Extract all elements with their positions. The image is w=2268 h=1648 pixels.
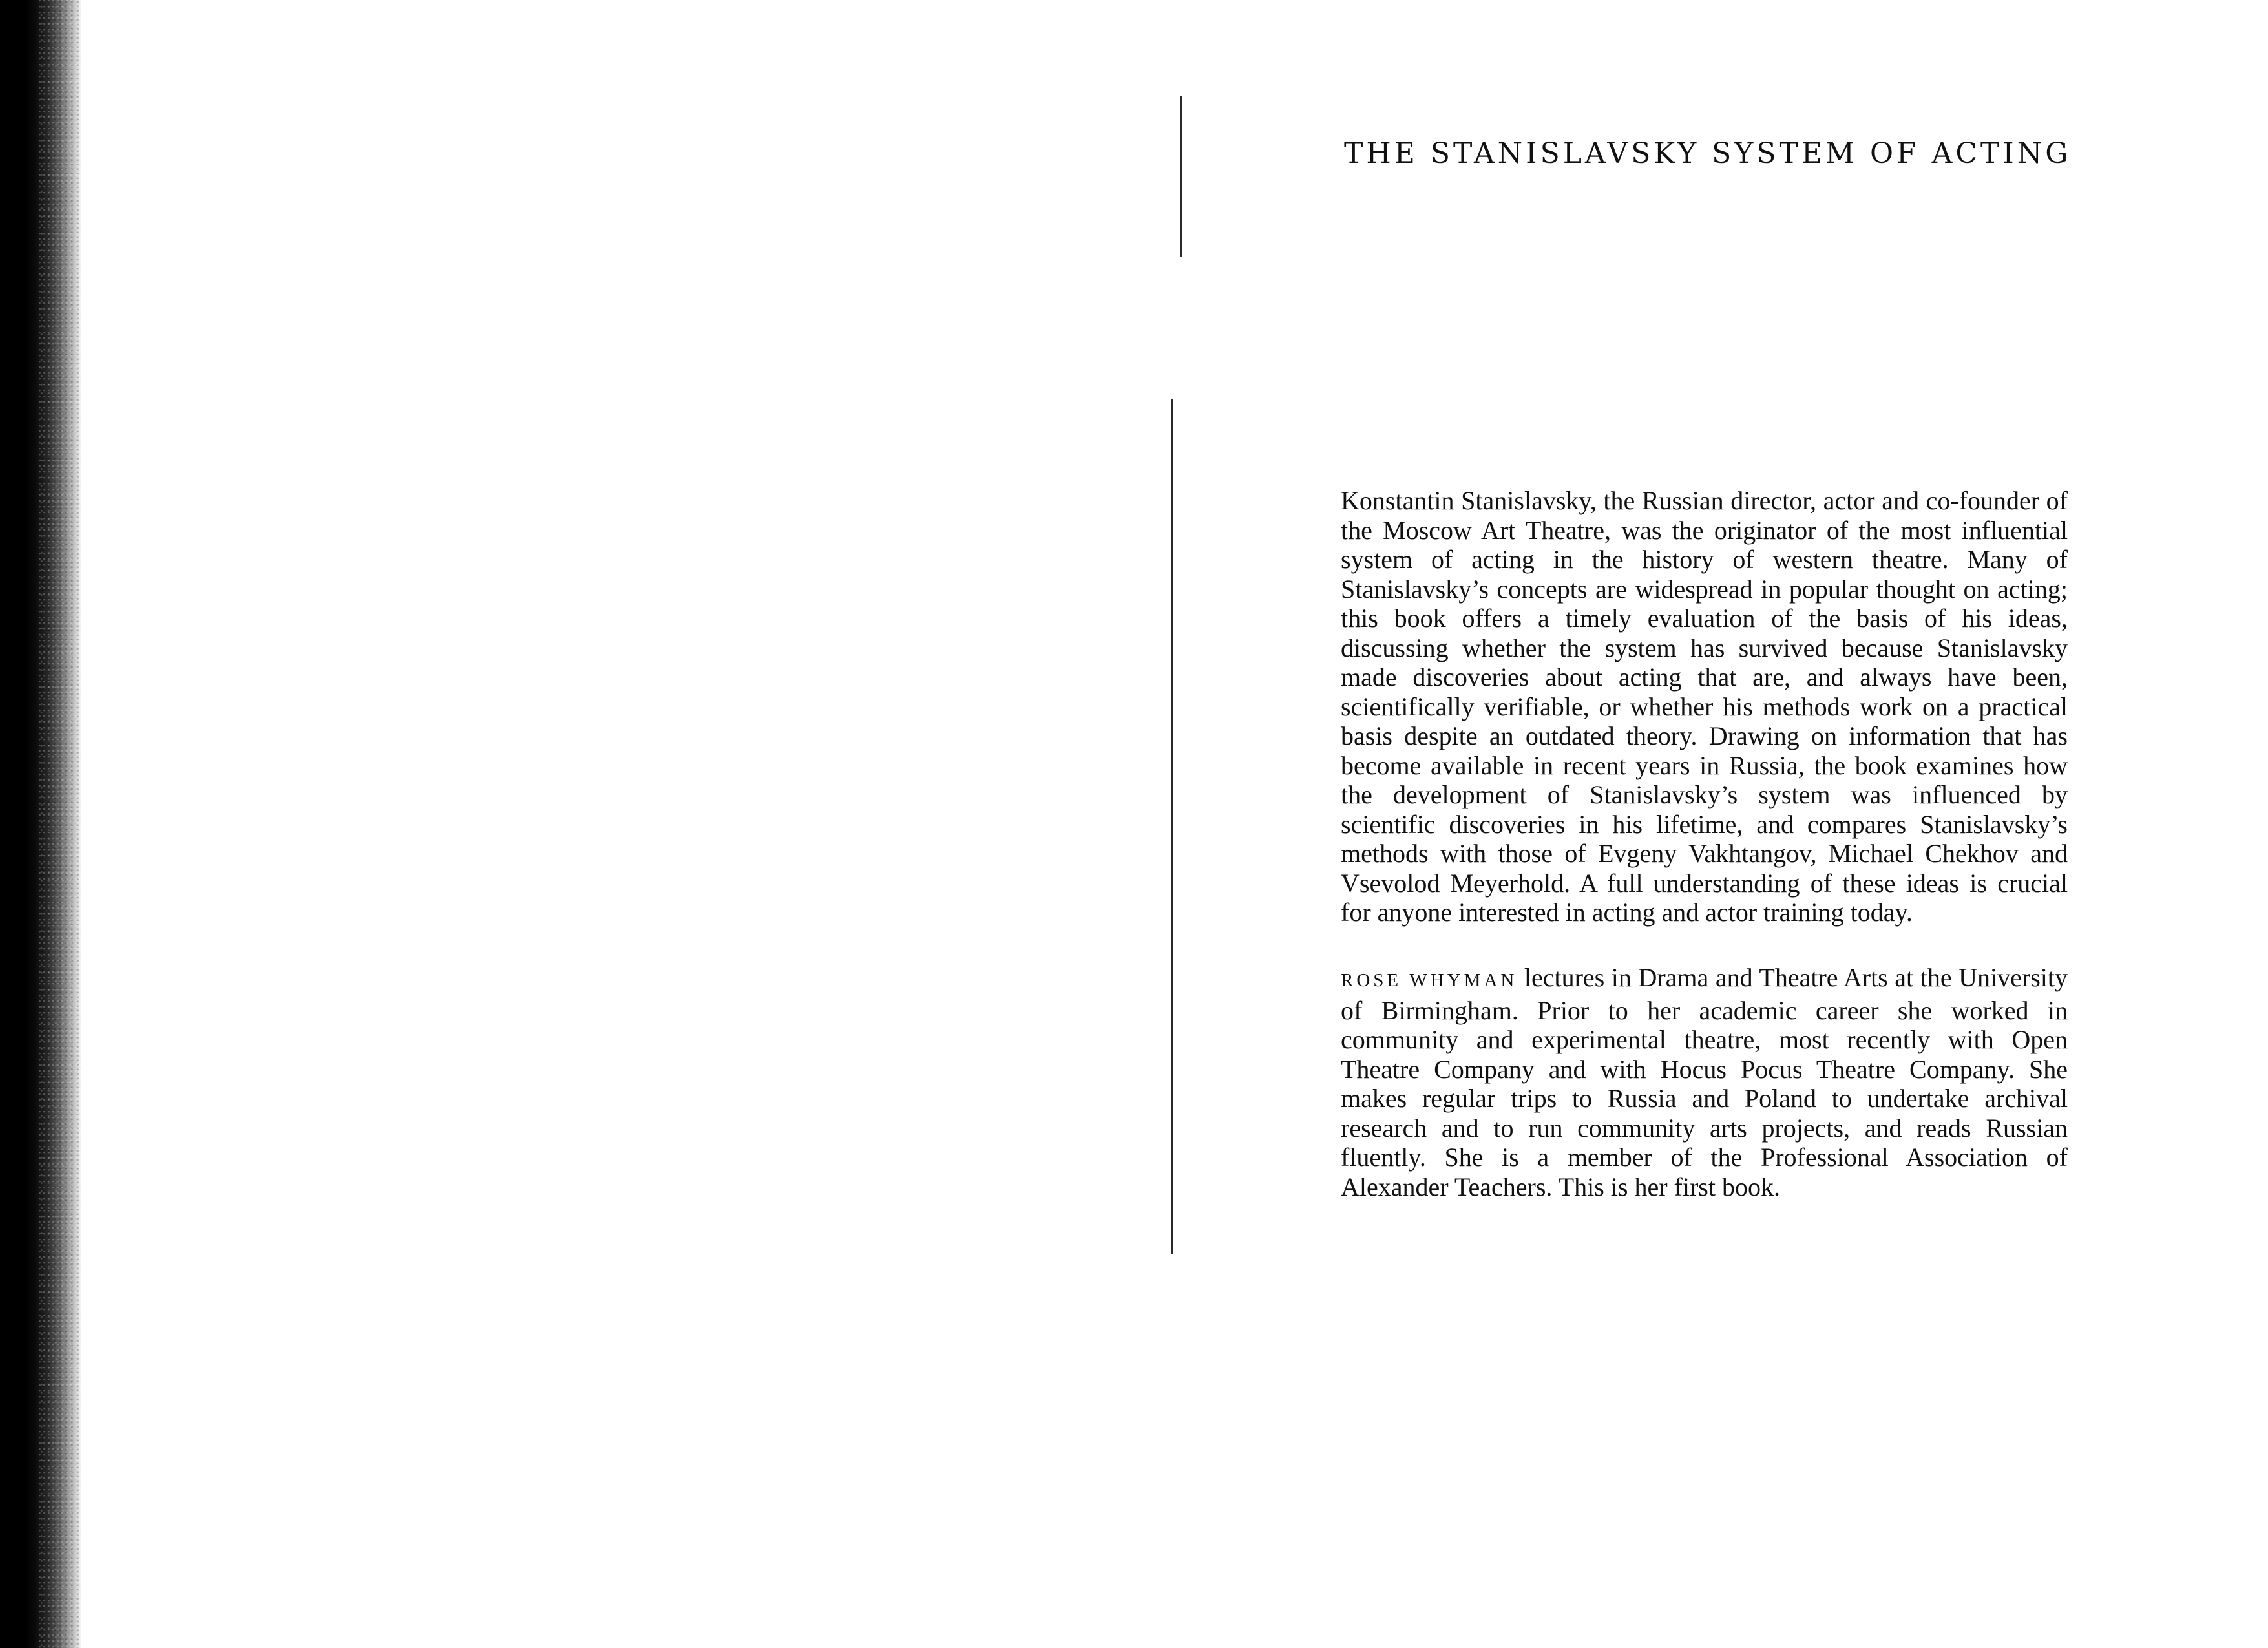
book-description: Konstantin Stanislavsky, the Russian director, actor and co-founder of the Moscow Art Theatre, was the originator of the most influential system of acting in the history of western theatre. Many of Stanislavsky’s concepts are widespread in popular thought on acting; this book offers a timely evaluation of the basis of his ideas, discussing whether the system has survived because Stanislavsky made discoveries about acting that are, and always have been, scientifically verifiable, or whether his methods work on a practical basis despite an outdated theory. Drawing on information that has become available in recent years in Russia, the book examines how the development of Stanislavsky’s system was influenced by scientific discoveries in his lifetime, and compares Stanislavsky’s methods with those of Evgeny Vakhtangov, Michael Chekhov and Vsevolod Meyerhold. A full understanding of these ideas is crucial for anyone interested in acting and actor training today. [1341,486,2068,927]
author-name: ROSE WHYMAN [1341,970,1518,991]
gutter-line-top [1180,96,1182,257]
author-bio-paragraph [1341,963,2068,1201]
book-title: THE STANISLAVSKY SYSTEM OF ACTING [1344,137,2072,170]
scan-noise [39,0,81,1648]
gutter-line-bottom [1171,399,1173,1254]
author-bio: lectures in Drama and Theatre Arts at the University of Birmingham. Prior to her academic career she worked in community and experimental theatre, most recently with Open Theatre Company and with Hocus Pocus Theatre Company. She makes regular trips to Russia and Poland to undertake archival research and to run community arts projects, and reads Russian fluently. She is a member of the Professional Association of Alexander Teachers. This is her first book. [1341,963,2068,1201]
